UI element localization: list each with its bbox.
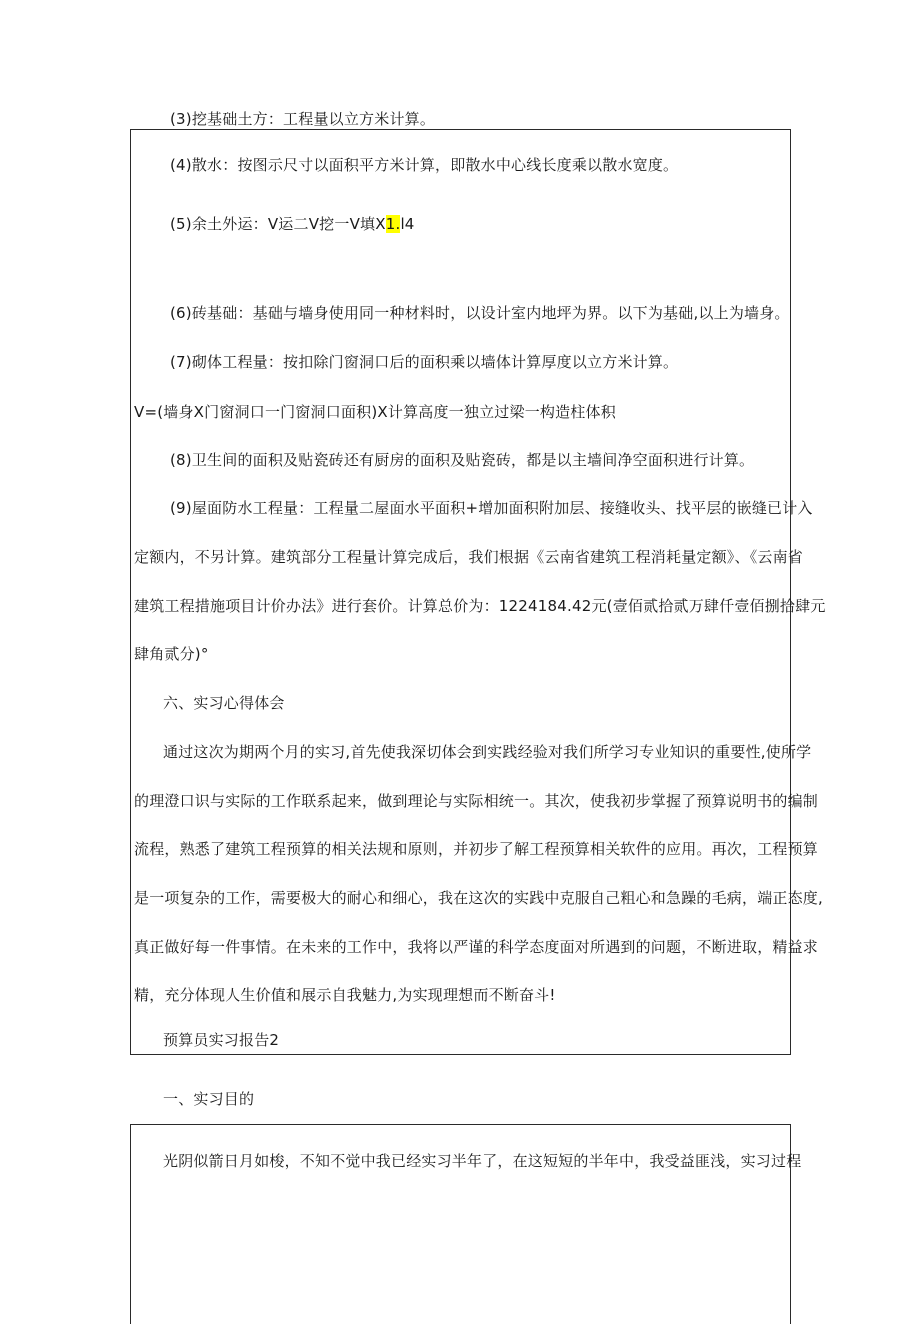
item-9-roof-line-3: 建筑工程措施项目计价办法》进行套价。计算总价为：1224184.42元(壹佰贰拾贰万肆仟壹佰捌拾肆元 <box>134 597 826 615</box>
item-3-excavation: (3)挖基础土方：工程量以立方米计算。 <box>170 110 436 128</box>
volume-formula: V=(墙身X门窗洞口一门窗洞口面积)X计算高度一独立过梁一构造柱体积 <box>134 403 616 421</box>
item-5-spoil-removal <box>170 214 415 234</box>
item-9-roof-line-4: 肆角贰分)° <box>134 645 209 663</box>
item-8-bathroom: (8)卫生间的面积及贴瓷砖还有厨房的面积及贴瓷砖，都是以主墙间净空面积进行计算。 <box>170 451 755 469</box>
item-9-roof-line-2: 定额内，不另计算。建筑部分工程量计算完成后，我们根据《云南省建筑工程消耗量定额》、《云南省 <box>134 548 804 566</box>
section-1-heading: 一、实习目的 <box>163 1090 255 1108</box>
report-2-title: 预算员实习报告2 <box>163 1031 280 1049</box>
item-4-apron: (4)散水：按图示尺寸以面积平方米计算，即散水中心线长度乘以散水宽度。 <box>170 156 679 174</box>
item-9-roof-line-1: (9)屋面防水工程量：工程量二屋面水平面积+增加面积附加层、接缝收头、找平层的嵌缝已计入 <box>170 499 813 517</box>
paragraph-line-1: 通过这次为期两个月的实习,首先使我深切体会到实践经验对我们所学习专业知识的重要性,使所学 <box>163 743 812 761</box>
paragraph-line-5: 真正做好每一件事情。在未来的工作中，我将以严谨的科学态度面对所遇到的问题，不断进取，精益求 <box>134 938 819 956</box>
paragraph-line-4: 是一项复杂的工作，需要极大的耐心和细心，我在这次的实践中克服自己粗心和急躁的毛病，端正态度, <box>134 889 823 907</box>
item-5-text: (5)余土外运：V运二V挖一V填X <box>170 215 386 233</box>
item-6-brick-foundation: (6)砖基础：基础与墙身使用同一种材料时，以设计室内地坪为界。以下为基础,以上为墙身。 <box>170 304 790 322</box>
paragraph-line-3: 流程，熟悉了建筑工程预算的相关法规和原则，并初步了解工程预算相关软件的应用。再次，工程预算 <box>134 840 819 858</box>
paragraph-line-2: 的理澄口识与实际的工作联系起来，做到理论与实际相统一。其次，使我初步掌握了预算说明书的编制 <box>134 792 819 810</box>
content-box-top <box>130 129 791 1055</box>
section-6-heading: 六、实习心得体会 <box>163 694 285 712</box>
item-5-highlight: 1. <box>385 215 401 233</box>
item-5-suffix: l4 <box>400 215 415 233</box>
item-7-masonry: (7)砌体工程量：按扣除门窗洞口后的面积乘以墙体计算厚度以立方米计算。 <box>170 353 679 371</box>
report-2-first-line: 光阴似箭日月如梭，不知不觉中我已经实习半年了，在这短短的半年中，我受益匪浅，实习过程 <box>163 1152 802 1170</box>
paragraph-line-6: 精，充分体现人生价值和展示自我魅力,为实现理想而不断奋斗! <box>134 986 556 1004</box>
